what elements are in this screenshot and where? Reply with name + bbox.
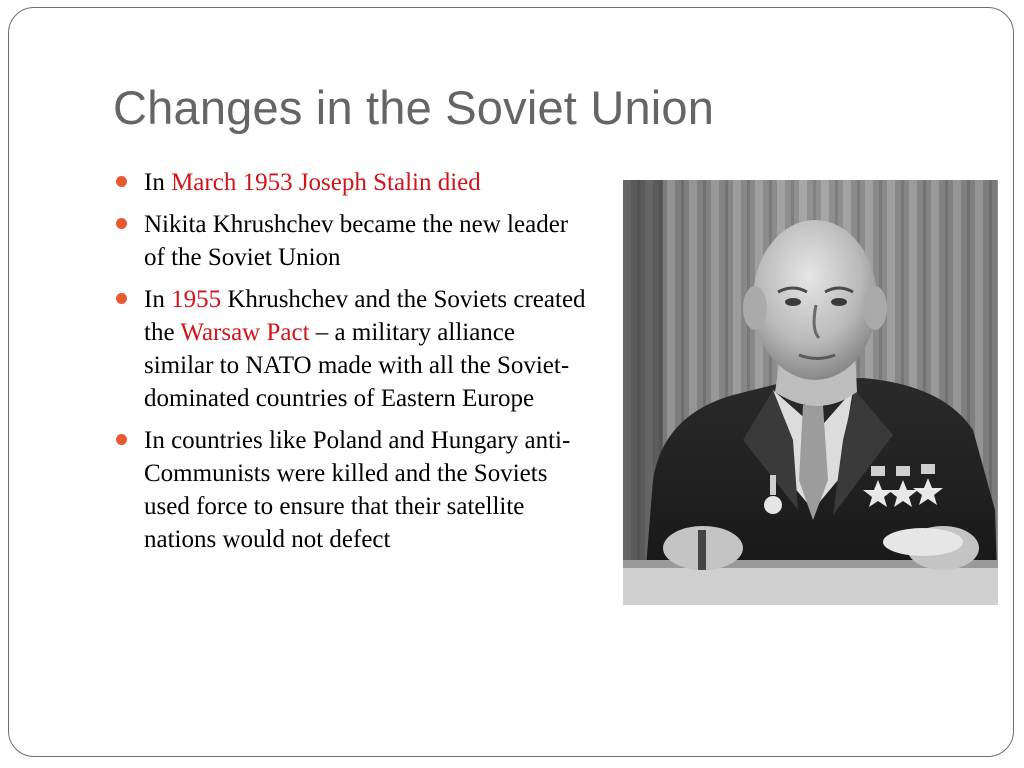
bullet-dot-icon (116, 434, 127, 445)
bullet-dot-icon (116, 176, 127, 187)
bullet-text: – a military alliance similar to NATO made with all the Soviet-dominated countries of Eastern Europe (144, 319, 570, 412)
slide-title: Changes in the Soviet Union (113, 81, 715, 134)
portrait-illustration (623, 180, 998, 605)
bullet-item (116, 166, 586, 199)
bullet-item (116, 208, 586, 274)
bullet-text: Nikita Khrushchev became the new leader of the Soviet Union (144, 211, 569, 271)
bullet-text: Khrushchev and the Soviets created the (144, 286, 586, 346)
bullet-dot-icon (116, 293, 127, 304)
bullet-text: In countries like Poland and Hungary anti-Communists were killed and the Soviets used force to ensure that their satellite nations would not defect (144, 427, 571, 553)
bullet-text: In (144, 286, 172, 313)
highlight-text: Warsaw Pact (180, 319, 310, 346)
bullet-item (116, 283, 586, 415)
highlight-text: March 1953 Joseph Stalin died (171, 169, 481, 196)
highlight-text: 1955 (171, 286, 222, 313)
bullet-item (116, 424, 586, 556)
bullet-dot-icon (116, 218, 127, 229)
portrait-photo (623, 180, 998, 605)
bullet-text: In (144, 169, 172, 196)
bullet-list (116, 166, 586, 565)
